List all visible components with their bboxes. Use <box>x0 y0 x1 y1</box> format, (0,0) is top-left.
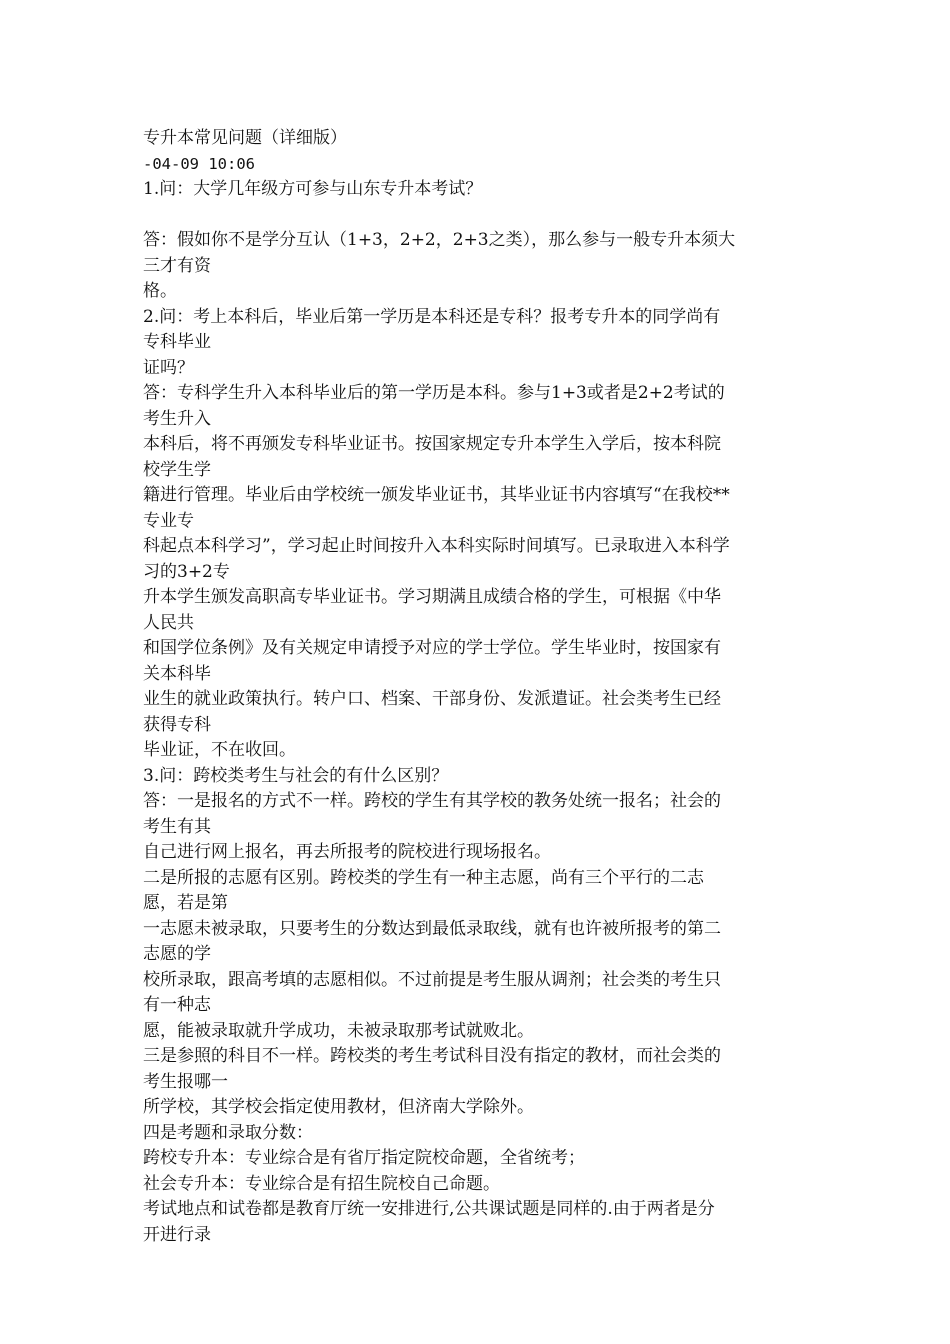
text-line: 籍进行管理。毕业后由学校统一颁发毕业证书，其毕业证书内容填写“在我校** <box>143 485 730 505</box>
text-line: 校所录取，跟高考填的志愿相似。不过前提是考生服从调剂；社会类的考生只 <box>143 969 721 990</box>
text-line: 开进行录 <box>143 1224 211 1245</box>
text-line: 关本科毕 <box>143 663 211 684</box>
text-line: 人民共 <box>143 612 194 633</box>
text-line: 校学生学 <box>143 459 211 480</box>
text-line: 愿，若是第 <box>143 893 228 913</box>
text-line: 三才有资 <box>143 255 211 276</box>
text-line: 答：专科学生升入本科毕业后的第一学历是本科。参与1+3或者是2+2考试的 <box>143 383 725 403</box>
text-line: 所学校，其学校会指定使用教材，但济南大学除外。 <box>143 1097 534 1117</box>
document-title: 专升本常见问题（详细版） <box>143 128 347 148</box>
text-line: 习的3+2专 <box>143 561 230 582</box>
text-line: 自己进行网上报名，再去所报考的院校进行现场报名。 <box>143 842 551 862</box>
text-line: 跨校专升本：专业综合是有省厅指定院校命题，全省统考； <box>143 1148 585 1168</box>
text-line: 答：一是报名的方式不一样。跨校的学生有其学校的教务处统一报名；社会的 <box>143 791 721 811</box>
text-line: 考生报哪一 <box>143 1071 228 1092</box>
text-line: 和国学位条例》及有关规定申请授予对应的学士学位。学生毕业时，按国家有 <box>143 638 721 658</box>
document-page <box>143 126 823 1248</box>
text-line <box>143 203 823 229</box>
text-line: 有一种志 <box>143 995 211 1015</box>
document-body <box>143 177 823 1248</box>
text-line: 二是所报的志愿有区别。跨校类的学生有一种主志愿，尚有三个平行的二志 <box>143 867 704 888</box>
text-line: 愿，能被录取就升学成功，未被录取那考试就败北。 <box>143 1020 534 1041</box>
text-line: 本科后，将不再颁发专科毕业证书。按国家规定专升本学生入学后，按本科院 <box>143 434 721 454</box>
text-line: 答：假如你不是学分互认（1+3，2+2，2+3之类），那么参与一般专升本须大 <box>143 230 736 250</box>
text-line: 志愿的学 <box>143 944 211 964</box>
text-line: 毕业证，不在收回。 <box>143 740 296 760</box>
text-line: 四是考题和录取分数： <box>143 1122 313 1143</box>
text-line: 1.问：大学几年级方可参与山东专升本考试？ <box>143 179 483 199</box>
text-line: 升本学生颁发高职高专毕业证书。学习期满且成绩合格的学生，可根据《中华 <box>143 587 721 607</box>
text-line: 2.问：考上本科后，毕业后第一学历是本科还是专科？报考专升本的同学尚有 <box>143 306 721 327</box>
text-line: 一志愿未被录取，只要考生的分数达到最低录取线，就有也许被所报考的第二 <box>143 918 721 939</box>
text-line: 考生升入 <box>143 408 211 429</box>
document-timestamp: -04-09 10:06 <box>143 154 255 173</box>
text-line: 格。 <box>143 281 177 301</box>
text-line: 业生的就业政策执行。转户口、档案、干部身份、发派遣证。社会类考生已经 <box>143 689 721 709</box>
text-line: 专科毕业 <box>143 332 211 352</box>
text-line: 3.问：跨校类考生与社会的有什么区别？ <box>143 765 449 786</box>
text-line: 获得专科 <box>143 714 211 735</box>
text-line: 社会专升本：专业综合是有招生院校自己命题。 <box>143 1173 500 1194</box>
text-line: 三是参照的科目不一样。跨校类的考生考试科目没有指定的教材，而社会类的 <box>143 1046 721 1066</box>
text-line: 科起点本科学习”，学习起止时间按升入本科实际时间填写。已录取进入本科学 <box>143 536 730 556</box>
text-line: 专业专 <box>143 510 194 531</box>
text-line: 考生有其 <box>143 816 211 837</box>
text-line: 考试地点和试卷都是教育厅统一安排进行,公共课试题是同样的.由于两者是分 <box>143 1199 715 1219</box>
text-line: 证吗？ <box>143 357 194 378</box>
